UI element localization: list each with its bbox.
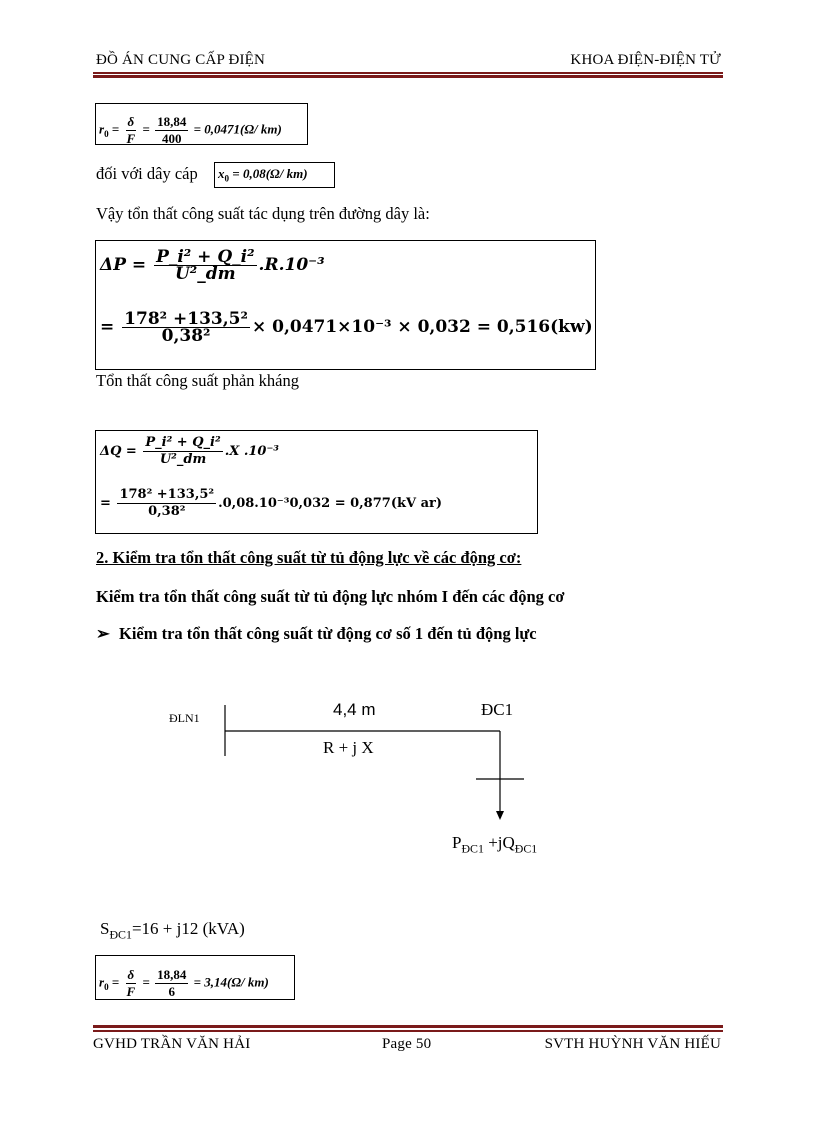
footer-rule-thin bbox=[93, 1030, 723, 1032]
impedance-label: R + j X bbox=[323, 738, 374, 757]
footer-page: Page 50 bbox=[382, 1036, 432, 1052]
power-label: $P_{ĐC1} +jQ_{ĐC1}$ bbox=[452, 833, 538, 856]
formula-reactive-loss: ΔQ = $\frac{\text{P\_i² + Q\_i²}}{\text{U²\_dm}}$ .X .10⁻³ = $\frac{\text{178² +133,5²}}{\text{0,38²}}$ .0,08.10⁻³0,032 = 0,877(kV ar) bbox=[95, 430, 538, 534]
s-dc1-line: $S_{ĐC1}=16 + j12$ (kVA) bbox=[100, 919, 245, 942]
cable-text: đối với dây cáp bbox=[96, 164, 198, 183]
formula-active-loss: ΔP = $\frac{\text{P\_i² + Q\_i²}}{\text{U²\_dm}}$ .R.10⁻³ = $\frac{\text{178² +133,5²}}{\text{0,38²}}$ × 0,0471×10⁻³ × 0,032 = 0,516(kw) bbox=[95, 240, 596, 370]
active-loss-intro: Vậy tổn thất công suất tác dụng trên đường dây là: bbox=[96, 204, 430, 223]
reactive-loss-intro: Tổn thất công suất phản kháng bbox=[96, 371, 299, 390]
footer-left: GVHD TRẦN VĂN HẢI bbox=[93, 1036, 251, 1052]
formula-r0-second: $r_0$ = $\frac{\delta}{F}$ = $\frac{18,84}{6}$ = 3,14(Ω/ km) bbox=[95, 955, 295, 1000]
header-left: ĐỒ ÁN CUNG CẤP ĐIỆN bbox=[96, 52, 266, 68]
load-label: ĐC1 bbox=[481, 700, 514, 719]
load-arrow-icon bbox=[496, 811, 504, 820]
footer-right: SVTH HUỲNH VĂN HIẾU bbox=[544, 1036, 721, 1052]
formula-r0-first: $r_0$ = $\frac{\delta}{F}$ = $\frac{18,84}{400}$ = 0,0471(Ω/ km) bbox=[95, 103, 308, 145]
bullet-text: Kiểm tra tổn thất công suất từ động cơ số 1 đến tủ động lực bbox=[119, 624, 537, 643]
formula-x0: $x_0 = 0,08(\Omega/$ km) bbox=[214, 162, 335, 188]
bullet-arrow-icon: ➢ bbox=[96, 624, 110, 643]
header-right: KHOA ĐIỆN-ĐIỆN TỬ bbox=[570, 52, 721, 68]
source-label: ĐLN1 bbox=[169, 711, 200, 725]
subsection-title: Kiểm tra tổn thất công suất từ tủ động lực nhóm I đến các động cơ bbox=[96, 587, 565, 606]
section-2-title: 2. Kiểm tra tổn thất công suất từ tủ động lực về các động cơ: bbox=[96, 548, 522, 567]
footer-rule-thick bbox=[93, 1025, 723, 1028]
length-label: 4,4 m bbox=[333, 700, 376, 719]
